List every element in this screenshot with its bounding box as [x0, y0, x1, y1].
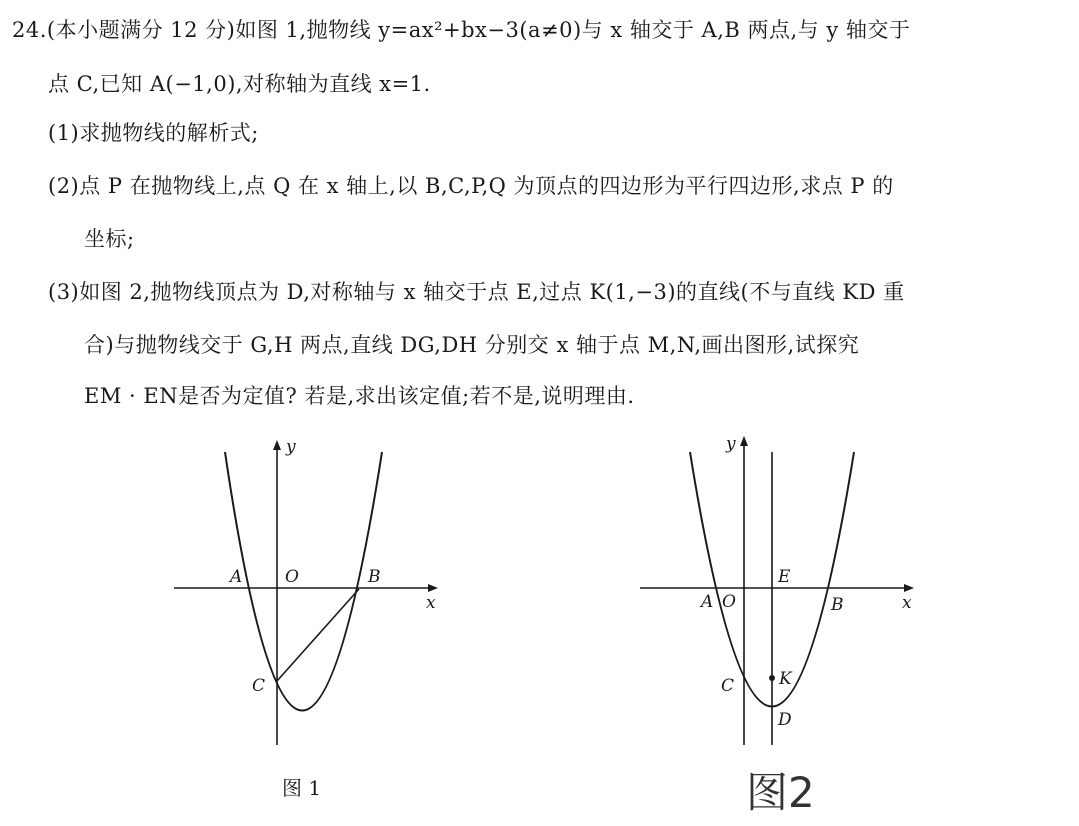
label-y: y [286, 437, 296, 457]
label-b: B [831, 595, 844, 615]
label-x: x [426, 593, 436, 613]
figure-2-caption: 图2 [746, 768, 815, 817]
label-c: C [721, 676, 735, 696]
label-e: E [778, 567, 791, 587]
figure-1-caption: 图 1 [282, 776, 322, 800]
label-o: O [285, 567, 299, 587]
label-k: K [779, 669, 792, 689]
question-part-3: (3)如图 2,抛物线顶点为 D,对称轴与 x 轴交于点 E,过点 K(1,−3)的直线(不与直线 KD 重 [48, 280, 905, 304]
problem-statement-line-2: 点 C,已知 A(−1,0),对称轴为直线 x=1. [48, 72, 431, 96]
question-part-2: (2)点 P 在抛物线上,点 Q 在 x 轴上,以 B,C,P,Q 为顶点的四边形为平行四边形,求点 P 的 [48, 174, 894, 198]
y-axis-arrow [740, 436, 748, 446]
label-c: C [252, 676, 266, 696]
label-d: D [778, 710, 792, 730]
question-part-3-final: EM · EN是否为定值? 若是,求出该定值;若不是,说明理由. [84, 384, 635, 408]
label-a: A [701, 592, 714, 612]
question-part-3-continued: 合)与抛物线交于 G,H 两点,直线 DG,DH 分别交 x 轴于点 M,N,画出图形,试探究 [84, 333, 860, 357]
question-part-1: (1)求抛物线的解析式; [48, 121, 259, 145]
label-y: y [726, 434, 736, 454]
problem-statement-line-1: 24.(本小题满分 12 分)如图 1,抛物线 y=ax²+bx−3(a≠0)与 x 轴交于 A,B 两点,与 y 轴交于 [12, 18, 911, 42]
question-part-2-continued: 坐标; [84, 227, 135, 251]
label-a: A [230, 567, 243, 587]
label-b: B [368, 567, 381, 587]
label-o: O [722, 592, 736, 612]
x-axis-arrow [904, 584, 914, 592]
label-x: x [902, 593, 912, 613]
point-k [769, 675, 775, 681]
